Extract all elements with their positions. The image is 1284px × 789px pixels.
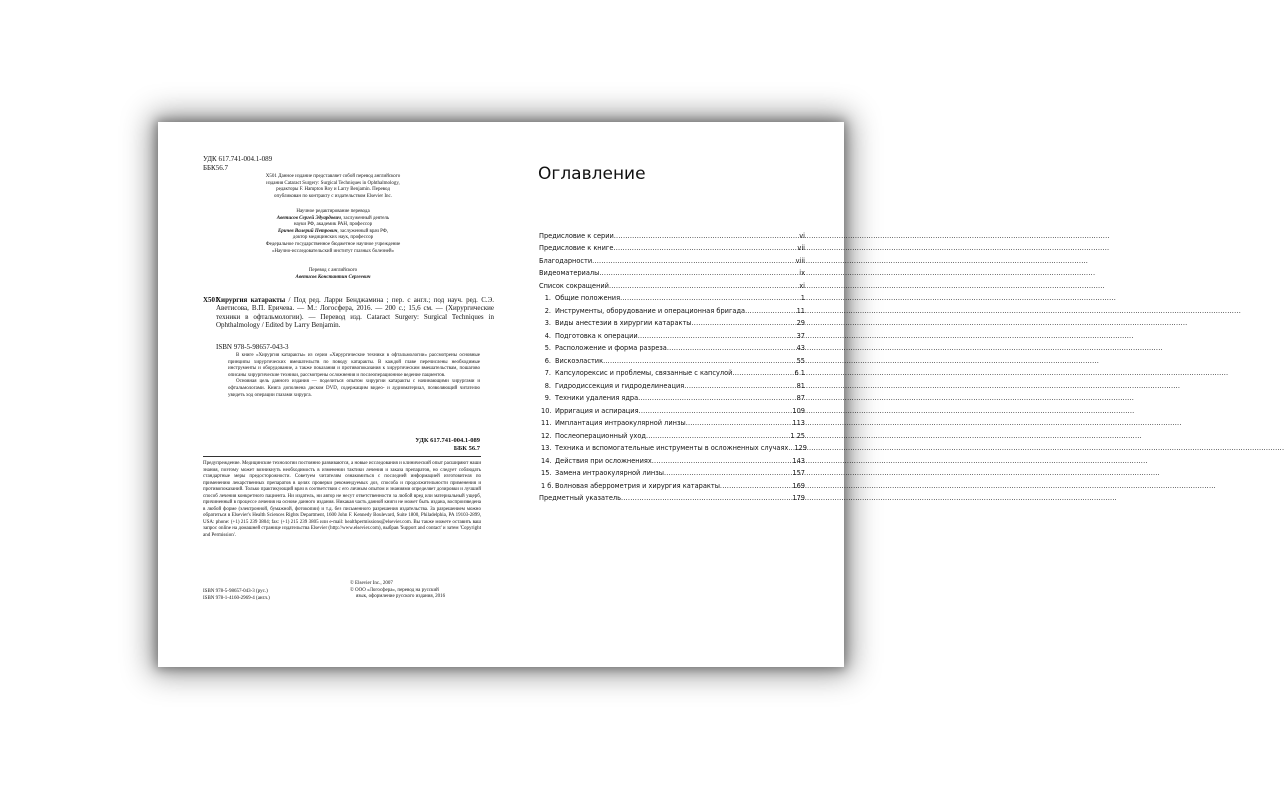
- editor-title: , заслуженный деятель: [340, 215, 390, 221]
- toc-leader-dots: [638, 394, 796, 402]
- editor-line: науки РФ, академик РАН, профессор: [293, 222, 373, 228]
- toc-leader-dots: [788, 444, 794, 452]
- toc-entry[interactable]: [539, 366, 805, 377]
- copyright-line: © ООО «Логосфера», перевод на русский: [350, 587, 439, 593]
- toc-entry[interactable]: [539, 391, 805, 402]
- abstract-paragraph: В книге «Хирургия катаракты» из серии «Хирургические техники в офтальмологии» рассмотрены основные принципы хирургических вмешательств по поводу катаракты. В каждой главе перечислены необходимые инструменты и оборудование, а также показания и противопоказания к хирургическим вмешательствам, пошагово описаны хирургические техники, рассмотрены осложнения и послеоперационное ведение пациентов.: [228, 353, 480, 378]
- copyright-line: © Elsevier Inc., 2007: [350, 581, 393, 586]
- toc-entry-number: 14.: [541, 456, 552, 465]
- toc-entry-number: 4.: [544, 331, 551, 340]
- editor-line: [203, 229, 463, 236]
- classification-codes: [415, 437, 480, 453]
- toc-entry-title: Ирригация и аспирация: [555, 406, 639, 415]
- toc-leader-dots: [652, 457, 793, 465]
- toc-entry[interactable]: [539, 454, 805, 465]
- institution-line: «Научно-исследовательский институт глазных болезней»: [271, 248, 395, 254]
- toc-entry[interactable]: [539, 279, 805, 290]
- toc-entry-number: 5.: [544, 344, 551, 352]
- toc-entry-number: 15.: [541, 469, 552, 477]
- bbk-code: ББК56.7: [203, 164, 228, 172]
- copyright-line: язык, оформление русского издания, 2016: [356, 594, 446, 600]
- toc-entry-title: Техника и вспомогательные инструменты в осложненных случаях: [555, 444, 789, 452]
- toc-entry-page: 81: [796, 381, 805, 390]
- editor-name: Аветисов Сергей Эдуардович: [276, 215, 341, 221]
- toc-entry-page: vii: [797, 244, 805, 252]
- toc-entry-title: Благодарности: [539, 256, 593, 265]
- toc-entry-title: Предметный указатель: [539, 494, 622, 502]
- toc-entry[interactable]: [539, 429, 805, 440]
- catalog-entry: [203, 296, 494, 330]
- toc-entry-title: Вискоэластик: [555, 356, 604, 365]
- toc-leader-dots: [646, 432, 790, 440]
- institution-line: Федеральное государственное бюджетное научное учреждение: [265, 241, 401, 247]
- toc-entry[interactable]: [539, 441, 805, 452]
- toc-entry-page: 55: [796, 356, 805, 365]
- toc-leader-dots: [720, 482, 793, 490]
- isbn: ISBN 978-5-98657-043-3: [216, 343, 289, 351]
- toc-entry-title: Видеоматериалы: [539, 269, 600, 277]
- toc-leader-dots: [592, 257, 795, 265]
- isbn-rus: ISBN 978-5-98657-043-3 (рус.): [203, 589, 268, 594]
- toc-entry-number: 7.: [544, 369, 551, 377]
- toc-entry-title: Гидродиссекция и гидроделинеация: [555, 381, 685, 390]
- toc-entry-number: 11.: [541, 419, 552, 427]
- toc-entry-page: 6 1: [794, 369, 805, 377]
- toc-entry-page: 157: [792, 469, 805, 477]
- toc-entry[interactable]: [539, 491, 805, 502]
- toc-entry-number: 1 б.: [541, 481, 554, 490]
- toc-entry[interactable]: [539, 416, 805, 427]
- toc-entry-title: Предисловие к серии: [539, 232, 614, 240]
- divider: [203, 456, 481, 457]
- toc-leader-dots: [621, 494, 792, 502]
- toc-entry-page: 1: [800, 294, 805, 302]
- toc-entry[interactable]: [539, 341, 805, 352]
- toc-entry[interactable]: [539, 466, 805, 477]
- editor-title: , заслуженный врач РФ,: [337, 228, 389, 234]
- toc-entry-page: 143: [792, 456, 805, 465]
- toc-entry-page: viii: [795, 256, 805, 265]
- toc-entry-page: 1 25: [790, 431, 805, 440]
- toc-entry-number: 9.: [544, 394, 551, 402]
- toc-entry-title: Послеоперационный уход: [555, 431, 646, 440]
- toc-entry[interactable]: [539, 254, 805, 265]
- toc-leader-dots: [599, 269, 799, 277]
- abstract-paragraph: Основная цель данного издания — поделиться опытом хирургии катаракты с начинающими хирургами и офтальмологами. Книга дополнена диском DVD, содержащим видео- и аудиоматериал, позволяющий читателю увидеть ход операции глазами хирурга.: [228, 379, 480, 398]
- toc-entry-title: Техники удаления ядра: [555, 394, 639, 402]
- toc-entry[interactable]: [539, 329, 805, 340]
- toc-entry-number: 1.: [544, 294, 551, 302]
- toc-entry-title: Капсулорексис и проблемы, связанные с капсулой: [555, 369, 733, 377]
- toc-leader-dots: [732, 369, 794, 377]
- note-line: редакторы F. Hampton Roy и Larry Benjamin. Перевод: [276, 187, 390, 193]
- toc-leader-dots: [745, 307, 797, 315]
- toc-leader-dots: [686, 419, 793, 427]
- contents-title: Оглавление: [538, 164, 646, 184]
- udk-code: УДК 617.741-004.1-089: [203, 155, 273, 163]
- toc-entry-number: 6.: [544, 356, 551, 365]
- toc-entry-page: 169: [792, 481, 805, 490]
- book-spread: [158, 122, 844, 667]
- isbn-eng: ISBN 978-1-4160-2969-4 (англ.): [203, 595, 270, 601]
- toc-entry-page: vi: [799, 232, 805, 240]
- toc-entry-title: Виды анестезии в хирургии катаракты: [555, 319, 692, 327]
- left-page-copyright: [158, 122, 501, 667]
- toc-entry[interactable]: [539, 266, 805, 277]
- toc-leader-dots: [692, 319, 797, 327]
- note-line: Х501 Данное издание представляет собой перевод английского: [265, 174, 401, 179]
- catalog-title: Хирургия катаракты: [216, 296, 286, 304]
- toc-leader-dots: [667, 344, 797, 352]
- isbn-list: [203, 589, 270, 602]
- toc-entry-page: ix: [799, 269, 805, 277]
- toc-entry[interactable]: [539, 479, 805, 490]
- bbk-code-bottom: ББК 56.7: [453, 445, 480, 452]
- toc-entry-number: 8.: [544, 381, 551, 390]
- editor-line: [203, 216, 463, 223]
- toc-entry[interactable]: [539, 241, 805, 252]
- toc-entry-page: 113: [792, 419, 805, 427]
- toc-leader-dots: [638, 332, 797, 340]
- warning-notice: [203, 461, 481, 539]
- toc-entry-page: 109: [792, 406, 805, 415]
- catalog-description: [203, 296, 494, 330]
- toc-entry-title: Волновая аберрометрия и хирургия катаракты: [555, 481, 720, 490]
- toc-entry-number: 3.: [544, 319, 551, 327]
- translator-credit: [203, 268, 463, 281]
- udk-code-bottom: УДК 617.741-004.1-089: [415, 437, 480, 444]
- warning-text: Предупреждение. Медицинские технологии постоянно развиваются, а новые исследования и клинический опыт расширяют наши знания, поэтому может возникнуть необходимость в изменении тактики лечения и заказа препаратов, но следует соблюдать стандартные меры предосторожности. Советуем читателям ознакомиться с последней информацией изготовителя по применению лекарственных препаратов в целях проверки рекомендуемых доз, способа и продолжительности применения и противопоказаний. Только практикующий врач в соответствии с его личным опытом и знаниями определяет дозировки и лучший способ лечения конкретного пациента. Ни издатель, ни автор не несут ответственности за любой вред или материальный ущерб, причиненный в процессе лечения на основе данного издания. Никакая часть данной книги не может быть издана, воспроизведена в любой форме (электронной, бумажной, фотокопии) и т.д. без письменного разрешения издательства. За разрешением можно обратиться в Elsevier's Health Sciences Rights Department, 1600 John F. Kennedy Boulevard, Suite 1800, Philadelphia, PA 19103-2899, USA: phone: (+1) 215 239 3804; fax: (+1) 215 239 3805 или e-mail: healthpermissions@elsevier.com. Вы также можете оставить ваш запрос online на домашней странице издательства Elsevier (http://www.elsevier.com), выбрав 'Support and contact' и затем 'Copyright and Permission'.: [203, 461, 481, 538]
- toc-entry[interactable]: [539, 229, 805, 240]
- toc-entry-number: 13.: [541, 444, 552, 452]
- toc-leader-dots: [603, 357, 797, 365]
- toc-entry-page: 11: [796, 306, 805, 315]
- right-page-contents: [501, 122, 844, 667]
- toc-entry-title: Имплантация интраокулярной линзы: [555, 419, 686, 427]
- toc-entry[interactable]: [539, 291, 805, 302]
- translator-name: Аветисов Константин Сергеевич: [295, 274, 371, 280]
- toc-entry-title: Расположение и форма разреза: [555, 344, 667, 352]
- toc-leader-dots: [639, 407, 793, 415]
- toc-entry-number: 10.: [541, 406, 552, 415]
- note-line: опубликован по контракту с издательством Elsevier Inc.: [274, 193, 392, 199]
- toc-leader-dots: [684, 382, 796, 390]
- toc-entry-page: 87: [796, 394, 805, 402]
- toc-entry-number: 12.: [541, 431, 552, 440]
- toc-entry[interactable]: [539, 304, 805, 315]
- toc-entry[interactable]: [539, 404, 805, 415]
- toc-entry-page: xi: [799, 281, 805, 290]
- catalog-details: / Под ред. Ларри Бенджамина ; пер. с англ.; под науч. ред. С.Э. Аветисова, В.П. Еричева. — М.: Логосфера, 2016. — 200 с.; 15,6 см. — (Хирургические техники в офтальмологии). — Перевод изд. Cataract Surgery: Surgical Techniques in Ophthalmology / Edited by Larry Benjamin.: [216, 296, 494, 330]
- scientific-editors: [203, 209, 463, 255]
- toc-entry[interactable]: [539, 379, 805, 390]
- toc-entry-title: Действия при осложнениях: [555, 456, 652, 465]
- toc-leader-dots: [614, 232, 800, 240]
- editor-name: Еричев Валерий Петрович: [277, 228, 338, 234]
- toc-entry-number: 2.: [544, 306, 551, 315]
- editors-heading: Научное редактирование перевода: [296, 209, 370, 214]
- toc-entry[interactable]: [539, 354, 805, 365]
- toc-entry-page: 29: [796, 319, 805, 327]
- editor-line: доктор медицинских наук, профессор: [292, 235, 374, 241]
- toc-entry-title: Предисловие к книге: [539, 244, 614, 252]
- toc-entry[interactable]: [539, 316, 805, 327]
- toc-leader-dots: [664, 469, 792, 477]
- note-line: издания Cataract Surgery: Surgical Techniques in Ophthalmology,: [266, 180, 400, 186]
- toc-entry-title: Общие положения: [555, 294, 621, 302]
- copyright-notice: [350, 581, 445, 601]
- translator-heading: Перевод с английского: [308, 268, 358, 273]
- abstract: [228, 353, 480, 399]
- toc-entry-title: Замена интраокулярной линзы: [555, 469, 664, 477]
- toc-entry-title: Подготовка к операции: [555, 331, 638, 340]
- toc-leader-dots: [609, 282, 799, 290]
- toc-entry-title: Инструменты, оборудование и операционная бригада: [555, 306, 746, 315]
- toc-entry-page: 179: [792, 494, 805, 502]
- translation-note: [203, 174, 463, 200]
- toc-entry-page: 37: [796, 331, 805, 340]
- toc-entry-title: Список сокращений: [539, 281, 609, 290]
- toc-entry-page: 43: [796, 344, 805, 352]
- toc-entry-page: 129: [794, 444, 807, 452]
- toc-leader-dots: [620, 294, 801, 302]
- catalog-number: Х501: [203, 296, 219, 304]
- translator-line: [203, 275, 463, 282]
- toc-leader-dots: [613, 244, 797, 252]
